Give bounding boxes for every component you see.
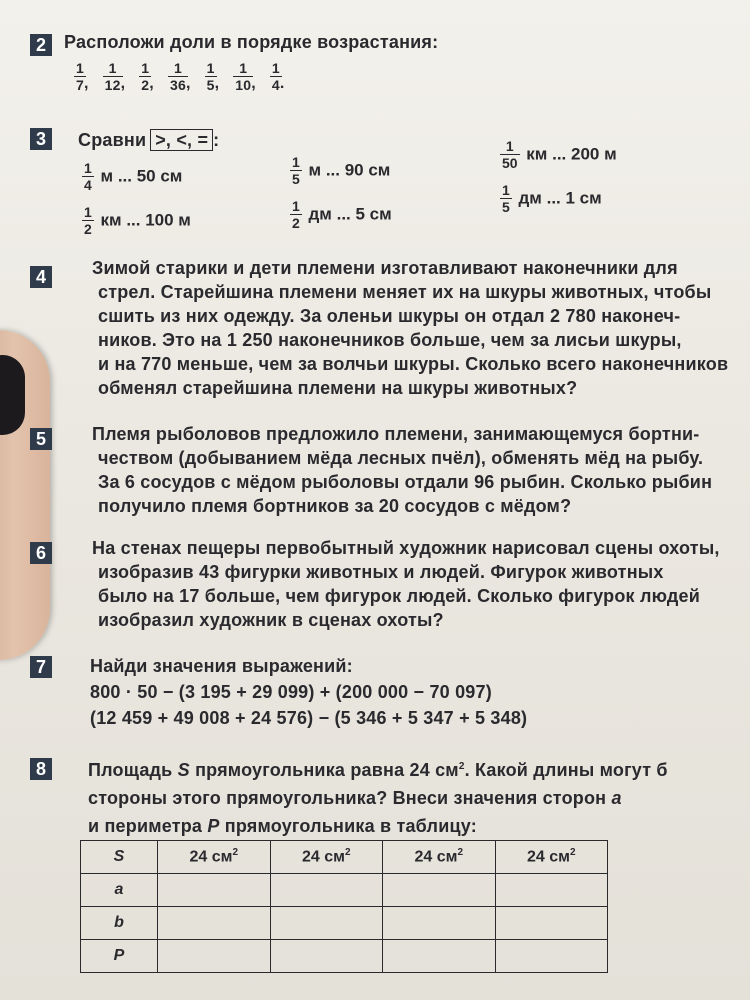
table-empty-cell[interactable] [495,874,608,907]
task-8-line-2 [88,788,622,809]
task-8-line-3-b: прямоугольника в таблицу: [224,816,477,836]
task-2-fraction-item [101,60,132,93]
table-row-header: P [81,940,158,973]
task-3-comparison-text: дм ... 5 см [303,204,392,224]
task-4-line: Зимой старики и дети племени изготавливают наконечники для [92,258,678,278]
task-3-fraction-numerator: 1 [292,154,300,170]
task-3-fraction-numerator: 1 [500,138,520,155]
task-5-number: 5 [30,428,52,450]
table-row-header: a [81,874,158,907]
task-6-line: На стенах пещеры первобытный художник нарисовал сцены охоты, [92,538,720,558]
table-empty-cell[interactable] [158,874,271,907]
task-4-line: обменял старейшина племени на шкуры животных? [98,378,578,398]
task-5-line: чеством (добыванием мёда лесных пчёл), обменять мёд на рыбу. [98,448,704,468]
task-2-separator: , [185,75,191,92]
table-area-sup: 2 [569,847,576,859]
task-2-fraction-item [231,60,262,93]
task-2-fraction-item [72,60,95,93]
task-3-comparison [288,154,390,187]
table-empty-cell[interactable] [270,907,383,940]
task-2-separator: , [149,75,154,92]
table-area-cell: 24 $см^2$ [383,841,496,874]
task-2-fraction [168,60,188,93]
task-3-fraction-denominator: 5 [292,171,300,187]
table-area-sup: 2 [232,847,239,859]
task-8-table [80,840,608,973]
task-4-number: 4 [30,266,52,288]
task-2-separator: , [120,75,126,92]
table-row [81,874,608,907]
task-8-line-1 [88,760,668,781]
task-3-fraction [290,154,302,187]
task-3-fraction-numerator: 1 [84,160,92,176]
task-2-fraction-numerator: 1 [271,60,280,76]
task-8-number: 8 [30,758,52,780]
task-2-fraction-denominator: 36 [169,77,186,93]
task-3-fraction-denominator: 4 [84,177,92,193]
table-empty-cell[interactable] [270,940,383,973]
task-6-line: было на 17 больше, чем фигурок людей. Сколько фигурок людей [98,586,701,606]
task-2-fraction-denominator: 2 [141,77,150,93]
task-5-line: Племя рыболовов предложило племени, занимающемуся бортни- [92,424,700,444]
task-3-fraction-numerator: 1 [84,204,92,220]
table-row-header: S [81,841,158,874]
table-empty-cell[interactable] [383,940,496,973]
task-6-number: 6 [30,542,52,564]
task-2-text: Расположи доли в порядке возрастания: [64,32,439,52]
task-3-fraction-numerator: 1 [502,182,510,198]
task-2-fraction-numerator: 1 [103,60,123,77]
task-4-line: ников. Это на 1 250 наконечников больше, чем за лисьи шкуры, [98,330,682,350]
task-3-comparison-text: дм ... 1 см [513,188,602,208]
task-2-fraction-denominator: 7 [76,77,84,93]
task-3-comparison [288,198,392,231]
table-area-cell: 24 $см^2$ [270,841,383,874]
table-area-sup: 2 [457,847,464,859]
task-6-line: изобразил художник в сценах охоты? [98,610,444,630]
task-3-fraction-denominator: 2 [292,215,300,231]
task-2-fraction-denominator: 4 [271,77,280,93]
task-2-fraction-denominator: 5 [206,77,215,93]
task-3-fraction [500,138,520,171]
task-2-fraction [103,60,123,93]
task-5-line: За 6 сосудов с мёдом рыболовы отдали 96 рыбин. Сколько рыбин [98,472,713,492]
task-3-label [78,130,219,151]
table-row [81,907,608,940]
task-3-fraction-denominator: 5 [502,199,510,215]
task-7-expression-2: (12 459 + 49 008 + 24 576) − (5 346 + 5 347 + 5 348) [90,708,528,728]
task-8-line-1-a: Площадь [88,760,173,780]
task-2-fraction-numerator: 1 [206,60,215,76]
task-3-label-text: Сравни [78,130,147,150]
task-8-line-3-a: и периметра [88,816,203,836]
task-8-line-1-b: прямоугольника равна 24 см [195,760,459,780]
table-empty-cell[interactable] [383,907,496,940]
task-2-fraction-item [137,60,160,93]
task-6-line: изобразив 43 фигурки животных и людей. Фигурок животных [98,562,664,582]
task-3-fraction [500,182,512,215]
task-4-line: и на 770 меньше, чем за волчьи шкуры. Сколько всего наконечников [98,354,729,374]
task-2-fraction-denominator: 12 [104,77,121,93]
task-3-fraction-denominator: 50 [502,155,518,171]
task-2-number: 2 [30,34,52,56]
task-3-signs-box: >, <, = [150,129,213,151]
task-3-comparison [80,204,191,237]
task-8-var-p: P [207,816,220,836]
task-3-fraction [82,204,94,237]
task-2-fraction-numerator: 1 [76,60,84,76]
task-8-line-2-a: стороны этого прямоугольника? Внеси значения сторон [88,788,607,808]
task-3-comparison-text: км ... 100 м [95,210,191,230]
task-3-fraction-denominator: 2 [84,221,92,237]
table-empty-cell[interactable] [495,907,608,940]
task-5-line: получило племя бортников за 20 сосудов с мёдом? [98,496,572,516]
fingernail [0,355,25,435]
table-area-cell: 24 $см^2$ [158,841,271,874]
task-7-number: 7 [30,656,52,678]
task-8-line-1-sup: 2 [458,761,465,772]
task-7-title: Найди значения выражений: [90,656,353,676]
task-8-line-1-c: . Какой длины могут б [464,760,668,780]
task-2-fraction-numerator: 1 [141,60,150,76]
task-2-fraction-item [203,60,226,93]
table-empty-cell[interactable] [270,874,383,907]
table-empty-cell[interactable] [158,940,271,973]
task-3-fraction [290,198,302,231]
task-3-comparison [498,182,602,215]
task-3-comparison [498,138,617,171]
task-2-fraction-numerator: 1 [233,60,253,77]
table-row-header: b [81,907,158,940]
table-area-cell: 24 $см^2$ [495,841,608,874]
task-3-comparison-text: м ... 50 см [95,166,183,186]
task-2-separator: . [279,75,285,92]
table-empty-cell[interactable] [383,874,496,907]
task-2-fraction-item [268,60,291,93]
task-3-number: 3 [30,128,52,150]
task-4-line: стрел. Старейшина племени меняет их на шкуры животных, чтобы [98,282,712,302]
task-4-line: сшить из них одежду. За оленьи шкуры он отдал 2 780 наконеч- [98,306,681,326]
table-empty-cell[interactable] [158,907,271,940]
task-3-colon: : [213,130,220,150]
task-8-line-3 [88,816,477,837]
task-3-fraction [82,160,94,193]
task-2-fraction-numerator: 1 [168,60,188,77]
task-7-expression-1: 800 · 50 − (3 195 + 29 099) + (200 000 − 70 097) [90,682,492,702]
task-8-var-s: S [177,760,190,780]
task-3-comparison [80,160,182,193]
table-area-sup: 2 [344,847,351,859]
table-row [81,940,608,973]
table-row [81,841,608,874]
task-2-separator: , [84,75,89,92]
table-empty-cell[interactable] [495,940,608,973]
task-2-fraction [233,60,253,93]
task-2-separator: , [214,75,220,92]
task-2-fraction-item [166,60,197,93]
task-3-comparison-text: км ... 200 м [521,144,617,164]
task-2-fractions [72,60,297,93]
task-2-separator: , [251,75,256,92]
task-8-var-a: a [611,788,622,808]
task-3-fraction-numerator: 1 [292,198,300,214]
task-2-fraction-denominator: 10 [235,77,252,93]
task-3-comparison-text: м ... 90 см [303,160,391,180]
